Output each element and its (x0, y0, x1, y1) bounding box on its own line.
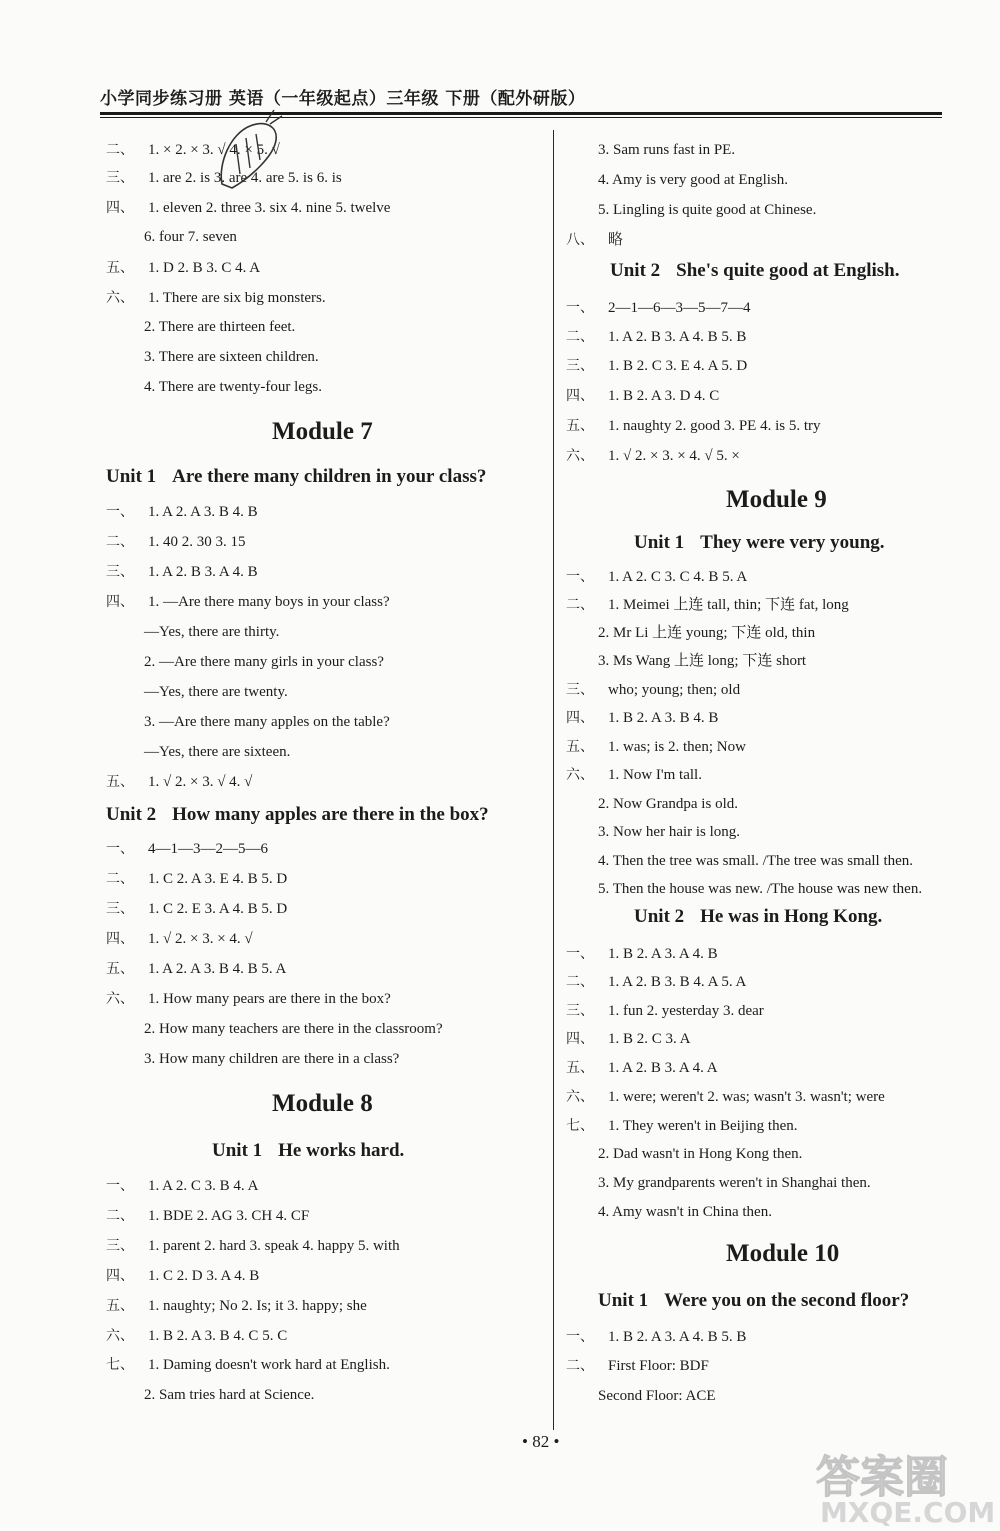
answer-line (598, 623, 815, 643)
answer-line (144, 652, 384, 672)
unit-label: Unit 1 (634, 532, 685, 553)
answer-line (566, 595, 849, 615)
answer-text: 1. A 2. C 3. C 4. B 5. A (608, 569, 748, 585)
question-number: 五、 (106, 1298, 134, 1314)
answer-line (566, 567, 747, 587)
answer-line (566, 230, 623, 250)
module-heading: Module 7 (272, 418, 373, 445)
answer-text: 1. C 2. D 3. A 4. B (148, 1268, 260, 1284)
unit-heading (598, 1290, 909, 1312)
answer-text: 1. A 2. B 3. A 4. B 5. B (608, 329, 747, 345)
question-number: 四、 (106, 1268, 134, 1284)
answer-text: 1. B 2. A 3. D 4. C (608, 388, 720, 404)
unit-label: Unit 1 (106, 466, 157, 487)
module-heading: Module 8 (272, 1090, 373, 1117)
question-number: 三、 (106, 170, 134, 186)
answer-text: 1. B 2. A 3. A 4. B 5. B (608, 1329, 747, 1345)
answer-text: 1. B 2. A 3. A 4. B (608, 946, 718, 962)
answer-text: 2—1—6—3—5—7—4 (608, 300, 751, 316)
answer-line (598, 651, 806, 671)
answer-text: 1. were; weren't 2. was; wasn't 3. wasn't; were (608, 1089, 885, 1105)
answer-text: 3. My grandparents weren't in Shanghai then. (598, 1175, 871, 1191)
answer-line (144, 1019, 443, 1039)
pen-doodle-icon (210, 104, 290, 199)
answer-text: 1. B 2. C 3. A (608, 1031, 691, 1047)
question-number: 三、 (566, 1003, 594, 1019)
answer-text: 1. Daming doesn't work hard at English. (148, 1357, 390, 1373)
answer-line (106, 1266, 259, 1286)
question-number: 四、 (106, 200, 134, 216)
answer-text: 2. Now Grandpa is old. (598, 796, 738, 812)
answer-line (566, 737, 746, 757)
answer-text: 1. B 2. A 3. B 4. C 5. C (148, 1328, 288, 1344)
answer-line (566, 972, 746, 992)
page-title: 小学同步练习册 英语（一年级起点）三年级 下册（配外研版） (100, 89, 586, 109)
question-number: 八、 (566, 232, 594, 248)
answer-text: 1. —Are there many boys in your class? (148, 594, 390, 610)
question-number: 五、 (566, 418, 594, 434)
answer-line (566, 1001, 764, 1021)
answer-line (566, 356, 747, 376)
answer-line (144, 742, 290, 762)
unit-heading (634, 532, 885, 554)
answer-line (566, 1327, 746, 1347)
unit-label: Unit 1 (212, 1140, 263, 1161)
svg-text:MXQE.COM: MXQE.COM (820, 1496, 996, 1526)
question-number: 四、 (566, 1031, 594, 1047)
answer-line (106, 839, 268, 859)
answer-line (144, 682, 288, 702)
answer-text: 1. fun 2. yesterday 3. dear (608, 1003, 764, 1019)
answer-line (106, 562, 258, 582)
answer-text: 1. was; is 2. then; Now (608, 739, 746, 755)
answer-text: who; young; then; old (608, 682, 741, 698)
question-number: 一、 (566, 1329, 594, 1345)
answer-line (566, 327, 746, 347)
answer-text: 2. There are thirteen feet. (144, 319, 296, 335)
answer-text: 1. A 2. B 3. A 4. B (148, 564, 258, 580)
answer-text: 1. eleven 2. three 3. six 4. nine 5. twelve (148, 200, 391, 216)
answer-line (106, 258, 260, 278)
answer-text: 4. Amy wasn't in China then. (598, 1204, 772, 1220)
answer-text: 6. four 7. seven (144, 229, 237, 245)
question-number: 一、 (106, 841, 134, 857)
module-heading: Module 9 (726, 486, 827, 513)
question-number: 二、 (566, 329, 594, 345)
watermark-logo (808, 1440, 998, 1526)
answer-text: 1. They weren't in Beijing then. (608, 1118, 798, 1134)
question-number: 二、 (566, 597, 594, 613)
answer-text: 1. √ 2. × 3. √ 4. √ (148, 774, 253, 790)
answer-text: Second Floor: ACE (598, 1388, 716, 1404)
answer-line (598, 851, 913, 871)
answer-text: 2. Mr Li 上连 young; 下连 old, thin (598, 625, 816, 641)
answer-text: 1. How many pears are there in the box? (148, 991, 391, 1007)
answer-line (598, 1202, 772, 1222)
question-number: 五、 (106, 774, 134, 790)
unit-heading (634, 906, 882, 928)
question-number: 四、 (566, 710, 594, 726)
question-number: 六、 (566, 1089, 594, 1105)
answer-text: 1. A 2. C 3. B 4. A (148, 1178, 259, 1194)
unit-title: How many apples are there in the box? (172, 804, 489, 825)
answer-text: 1. A 2. A 3. B 4. B 5. A (148, 961, 287, 977)
svg-text:答案圈: 答案圈 (816, 1452, 948, 1503)
question-number: 二、 (106, 142, 134, 158)
answer-line (106, 929, 253, 949)
unit-title: Are there many children in your class? (172, 466, 487, 487)
answer-line (566, 386, 719, 406)
question-number: 五、 (106, 961, 134, 977)
answer-text: —Yes, there are sixteen. (144, 744, 291, 760)
answer-line (106, 1326, 287, 1346)
question-number: 二、 (106, 871, 134, 887)
answer-text: 1. √ 2. × 3. × 4. √ 5. × (608, 448, 740, 464)
answer-text: 3. There are sixteen children. (144, 349, 319, 365)
answer-text: 1. √ 2. × 3. × 4. √ (148, 931, 253, 947)
answer-line (566, 765, 702, 785)
answer-text: 2. Dad wasn't in Hong Kong then. (598, 1146, 803, 1162)
unit-heading (212, 1140, 404, 1162)
answer-line (566, 298, 751, 318)
question-number: 六、 (566, 448, 594, 464)
answer-text: 1. A 2. A 3. B 4. B (148, 504, 258, 520)
question-number: 五、 (566, 739, 594, 755)
question-number: 三、 (566, 682, 594, 698)
answer-text: 1. Now I'm tall. (608, 767, 702, 783)
answer-text: 1. A 2. B 3. A 4. A (608, 1060, 718, 1076)
answer-text: 1. parent 2. hard 3. speak 4. happy 5. with (148, 1238, 400, 1254)
question-number: 五、 (566, 1060, 594, 1076)
answer-text: —Yes, there are twenty. (144, 684, 288, 700)
answer-line (566, 1087, 885, 1107)
unit-title: They were very young. (700, 532, 885, 553)
answer-line (106, 288, 326, 308)
answer-line (144, 227, 237, 247)
unit-label: Unit 2 (634, 906, 685, 927)
answer-line (566, 446, 740, 466)
question-number: 一、 (566, 569, 594, 585)
answer-text: 3. Ms Wang 上连 long; 下连 short (598, 653, 807, 669)
answer-line (106, 1355, 390, 1375)
question-number: 一、 (566, 946, 594, 962)
question-number: 三、 (106, 564, 134, 580)
answer-text: 1. A 2. B 3. B 4. A 5. A (608, 974, 747, 990)
answer-line (106, 989, 391, 1009)
answer-line (144, 377, 322, 397)
answer-line (144, 347, 319, 367)
column-divider (553, 130, 554, 1430)
answer-text: 4—1—3—2—5—6 (148, 841, 268, 857)
answer-text: 5. Lingling is quite good at Chinese. (598, 202, 817, 218)
question-number: 二、 (566, 974, 594, 990)
answer-text: 2. How many teachers are there in the classroom? (144, 1021, 443, 1037)
question-number: 六、 (106, 1328, 134, 1344)
question-number: 七、 (106, 1357, 134, 1373)
question-number: 一、 (566, 300, 594, 316)
answer-line (106, 1206, 309, 1226)
question-number: 一、 (106, 1178, 134, 1194)
answer-text: 1. are 2. is 3. are 4. are 5. is 6. is (148, 170, 342, 186)
answer-text: 1. C 2. A 3. E 4. B 5. D (148, 871, 288, 887)
answer-text: 略 (608, 232, 624, 248)
module-heading: Module 10 (726, 1240, 840, 1267)
answer-text: 1. D 2. B 3. C 4. A (148, 260, 261, 276)
answer-text: 4. Then the tree was small. /The tree was small then. (598, 853, 914, 869)
question-number: 二、 (566, 1358, 594, 1374)
question-number: 五、 (106, 260, 134, 276)
answer-line (106, 869, 287, 889)
answer-text: 5. Then the house was new. /The house was new then. (598, 881, 923, 897)
answer-text: 1. naughty 2. good 3. PE 4. is 5. try (608, 418, 821, 434)
unit-heading (106, 804, 489, 826)
question-number: 四、 (566, 388, 594, 404)
unit-heading (106, 466, 486, 488)
question-number: 三、 (106, 1238, 134, 1254)
question-number: 二、 (106, 1208, 134, 1224)
unit-title: She's quite good at English. (676, 260, 900, 281)
question-number: 三、 (106, 901, 134, 917)
answer-line (566, 944, 718, 964)
answer-line (144, 1385, 314, 1405)
answer-line (598, 140, 735, 160)
answer-line (106, 1296, 367, 1316)
answer-line (106, 532, 246, 552)
answer-line (598, 1144, 802, 1164)
answer-line (598, 794, 738, 814)
answer-line (144, 712, 390, 732)
answer-text: 3. —Are there many apples on the table? (144, 714, 390, 730)
unit-title: He was in Hong Kong. (700, 906, 883, 927)
answer-line (566, 1356, 709, 1376)
answer-line (144, 622, 279, 642)
answer-text: —Yes, there are thirty. (144, 624, 280, 640)
page-number: • 82 • (522, 1432, 560, 1451)
answer-text: 3. How many children are there in a class? (144, 1051, 400, 1067)
question-number: 七、 (566, 1118, 594, 1134)
answer-text: 2. —Are there many girls in your class? (144, 654, 384, 670)
unit-label: Unit 2 (610, 260, 661, 281)
answer-line (598, 200, 816, 220)
answer-text: 1. There are six big monsters. (148, 290, 326, 306)
answer-text: 1. C 2. E 3. A 4. B 5. D (148, 901, 288, 917)
answer-text: 4. There are twenty-four legs. (144, 379, 322, 395)
question-number: 六、 (566, 767, 594, 783)
answer-text: First Floor: BDF (608, 1358, 709, 1374)
answer-line (566, 1029, 691, 1049)
answer-line (566, 680, 740, 700)
unit-label: Unit 2 (106, 804, 157, 825)
answer-text: 1. BDE 2. AG 3. CH 4. CF (148, 1208, 310, 1224)
unit-title: He works hard. (278, 1140, 405, 1161)
question-number: 四、 (106, 594, 134, 610)
answer-line (598, 822, 740, 842)
answer-text: 2. Sam tries hard at Science. (144, 1387, 315, 1403)
answer-line (598, 1173, 871, 1193)
answer-text: 1. B 2. C 3. E 4. A 5. D (608, 358, 748, 374)
unit-label: Unit 1 (598, 1290, 649, 1311)
question-number: 六、 (106, 290, 134, 306)
answer-text: 1. naughty; No 2. Is; it 3. happy; she (148, 1298, 367, 1314)
answer-line (566, 1058, 718, 1078)
question-number: 二、 (106, 534, 134, 550)
answer-line (106, 772, 252, 792)
answer-line (566, 1116, 797, 1136)
question-number: 六、 (106, 991, 134, 1007)
answer-text: 3. Now her hair is long. (598, 824, 741, 840)
question-number: 三、 (566, 358, 594, 374)
answer-text: 1. B 2. A 3. B 4. B (608, 710, 719, 726)
answer-text: 4. Amy is very good at English. (598, 172, 788, 188)
answer-line (106, 198, 390, 218)
answer-line (598, 879, 922, 899)
answer-line (598, 1386, 716, 1406)
unit-heading (610, 260, 899, 282)
answer-text: 3. Sam runs fast in PE. (598, 142, 736, 158)
question-number: 四、 (106, 931, 134, 947)
answer-line (106, 502, 258, 522)
answer-text: 1. × 2. × 3. √ 4. × 5. √ (148, 142, 280, 158)
answer-line (106, 959, 286, 979)
answer-line (598, 170, 788, 190)
answer-line (566, 416, 821, 436)
answer-line (106, 592, 390, 612)
answer-line (106, 899, 287, 919)
unit-title: Were you on the second floor? (664, 1290, 910, 1311)
answer-text: 1. 40 2. 30 3. 15 (148, 534, 246, 550)
answer-line (144, 1049, 399, 1069)
answer-line (566, 708, 718, 728)
answer-line (106, 1176, 258, 1196)
answer-line (106, 1236, 400, 1256)
answer-text: 1. Meimei 上连 tall, thin; 下连 fat, long (608, 597, 849, 613)
answer-line (144, 317, 295, 337)
question-number: 一、 (106, 504, 134, 520)
